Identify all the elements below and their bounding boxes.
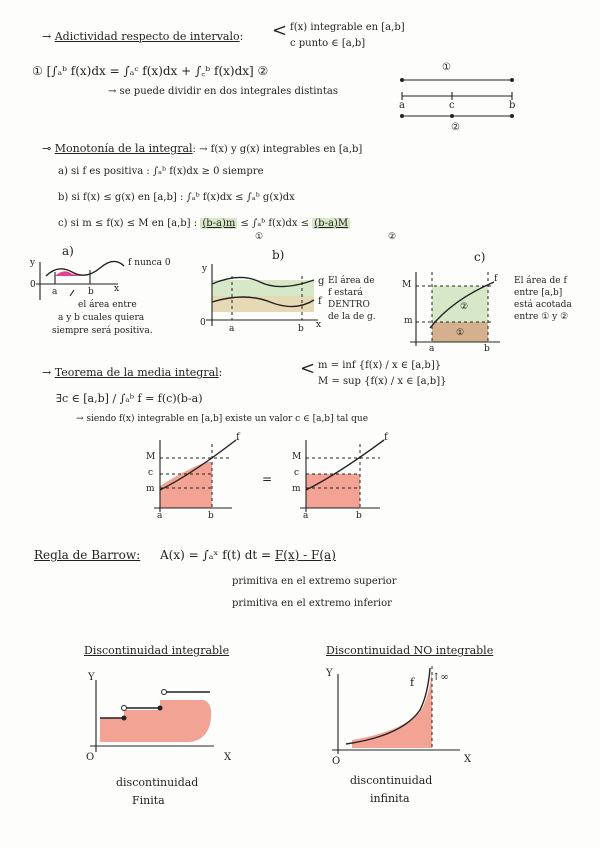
- disc-right-c2: infinita: [370, 792, 410, 805]
- fig-c-f: f: [494, 274, 498, 284]
- fig-a-note1: el área entre: [78, 300, 137, 310]
- disc-right-c1: discontinuidad: [350, 774, 433, 787]
- fig-b-b: b: [298, 324, 304, 334]
- mean-stmt: ∃c ∈ [a,b] / ∫ₐᵇ f = f(c)(b-a): [56, 392, 203, 405]
- mean-right-b: b: [356, 511, 362, 521]
- mean-left-M: M: [146, 452, 156, 462]
- fig-a-curve-note: f nunca 0: [128, 258, 171, 268]
- fig-a-y: y: [30, 258, 36, 268]
- mean-title: Teorema de la media integral: [54, 366, 219, 379]
- fig-b-f: f: [318, 296, 322, 307]
- fig-a-a: a: [52, 287, 58, 297]
- fig-b-note3: DENTRO: [328, 300, 370, 310]
- monotony-c-pre: c) si m ≤ f(x) ≤ M en [a,b] :: [58, 218, 198, 229]
- fig-c-a: a: [429, 344, 435, 354]
- monotony-title: Monotonía de la integral: [54, 142, 193, 155]
- monotony-cond: : → f(x) y g(x) integrables en [a,b]: [192, 144, 363, 155]
- fig-a-x: x: [114, 284, 120, 294]
- monotony-c-n2: ②: [388, 232, 397, 242]
- fig-c-note2: entre [a,b]: [514, 288, 563, 298]
- fig-a-zero: 0: [30, 280, 36, 290]
- monotony-a: a) si f es positiva : ∫ₐᵇ f(x)dx ≥ 0 siempre: [58, 166, 264, 177]
- disc-right-x: X: [464, 754, 472, 765]
- fig-c-label: c): [474, 250, 486, 264]
- fig-c-note3: está acotada: [514, 300, 572, 310]
- barrow-note1: primitiva en el extremo superior: [232, 576, 397, 587]
- fig-b-x: x: [316, 320, 322, 330]
- monotony-c-right: (b-a)M: [314, 218, 349, 229]
- fig-c-n2: ②: [460, 302, 469, 312]
- additivity-label-c: c: [449, 100, 455, 111]
- disc-right-infinity-arrow-icon: ↑∞: [432, 672, 449, 683]
- mean-left-f: f: [236, 432, 240, 443]
- additivity-label-two: ②: [451, 122, 460, 133]
- fig-b-y: y: [202, 264, 208, 274]
- brace-icon: <: [272, 20, 288, 41]
- mean-left-a: a: [157, 511, 163, 521]
- fig-b-zero: 0: [200, 318, 206, 328]
- mean-right-m: m: [292, 484, 301, 494]
- fig-b-label: b): [272, 248, 285, 262]
- mean-brace-icon: <: [300, 358, 316, 379]
- additivity-label-one: ①: [442, 62, 451, 73]
- mean-eq: =: [262, 472, 273, 486]
- barrow-title: Regla de Barrow:: [34, 548, 141, 562]
- monotony-title-row: ⊸ Monotonía de la integral: → f(x) y g(x) integrables en [a,b]: [42, 142, 363, 155]
- fig-b-g: g: [318, 276, 325, 287]
- disc-left-c2: Finita: [132, 794, 165, 807]
- barrow-formula-pre: A(x) = ∫ₐˣ f(t) dt =: [160, 548, 272, 562]
- additivity-label-a: a: [399, 100, 405, 111]
- fig-c-M: M: [402, 280, 412, 290]
- mean-right-a: a: [303, 511, 309, 521]
- monotony-c-left: (b-a)m: [202, 218, 236, 229]
- fig-a-note3: siempre será positiva.: [52, 326, 153, 336]
- disc-left-x: X: [224, 752, 232, 763]
- fig-c-n1: ①: [456, 328, 465, 338]
- disc-left-zero: O: [86, 752, 95, 763]
- disc-right-title: Discontinuidad NO integrable: [326, 644, 494, 657]
- mean-def-m: m = inf {f(x) / x ∈ [a,b]}: [318, 360, 442, 371]
- mean-title-row: → Teorema de la media integral:: [42, 366, 223, 379]
- additivity-cond1: f(x) integrable en [a,b]: [290, 22, 405, 33]
- disc-right-y: Y: [326, 668, 333, 679]
- fig-a-note2: a y b cuales quiera: [58, 313, 145, 323]
- monotony-c-n1: ①: [255, 232, 264, 242]
- fig-b-note4: de la de g.: [328, 312, 376, 322]
- additivity-formula: ① [∫ₐᵇ f(x)dx = ∫ₐᶜ f(x)dx + ∫꜀ᵇ f(x)dx] ②: [32, 64, 269, 78]
- disc-right-zero: O: [332, 756, 341, 767]
- mean-left-m: m: [146, 484, 155, 494]
- fig-c-b: b: [484, 344, 490, 354]
- mean-left-b: b: [208, 511, 214, 521]
- monotony-b: b) si f(x) ≤ g(x) en [a,b] : ∫ₐᵇ f(x)dx ≤ ∫ₐᵇ g(x)dx: [58, 192, 295, 203]
- mean-def-M: M = sup {f(x) / x ∈ [a,b]}: [318, 376, 447, 387]
- mean-right-f: f: [384, 432, 388, 443]
- additivity-title-row: → Adictividad respecto de intervalo:: [42, 30, 244, 43]
- fig-b-note1: El área de: [328, 276, 375, 286]
- monotony-c-mid: ≤ ∫ₐᵇ f(x)dx ≤: [240, 218, 310, 229]
- disc-left-title: Discontinuidad integrable: [84, 644, 230, 657]
- fig-a-label: a): [62, 244, 74, 258]
- barrow-formula-post: F(x) - F(a): [274, 548, 336, 562]
- disc-left-y: Y: [88, 672, 95, 683]
- disc-right-f: f: [410, 676, 415, 689]
- fig-c-note1: El área de f: [514, 276, 567, 286]
- additivity-note: → se puede dividir en dos integrales distintas: [108, 86, 338, 97]
- fig-c-m: m: [404, 316, 413, 326]
- fig-b-a: a: [229, 324, 235, 334]
- mean-right-M: M: [292, 452, 302, 462]
- additivity-label-b: b: [509, 100, 516, 111]
- mean-right-c: c: [294, 468, 300, 478]
- fig-c-note4: entre ① y ②: [514, 312, 569, 322]
- fig-a-b: b: [88, 287, 94, 297]
- disc-left-c1: discontinuidad: [116, 776, 199, 789]
- additivity-cond2: c punto ∈ [a,b]: [290, 38, 366, 49]
- additivity-title: Adictividad respecto de intervalo: [54, 30, 240, 43]
- barrow-note2: primitiva en el extremo inferior: [232, 598, 392, 609]
- mean-explain: → siendo f(x) integrable en [a,b] existe un valor c ∈ [a,b] tal que: [76, 414, 369, 424]
- mean-left-c: c: [148, 468, 154, 478]
- fig-b-note2: f estará: [328, 288, 363, 298]
